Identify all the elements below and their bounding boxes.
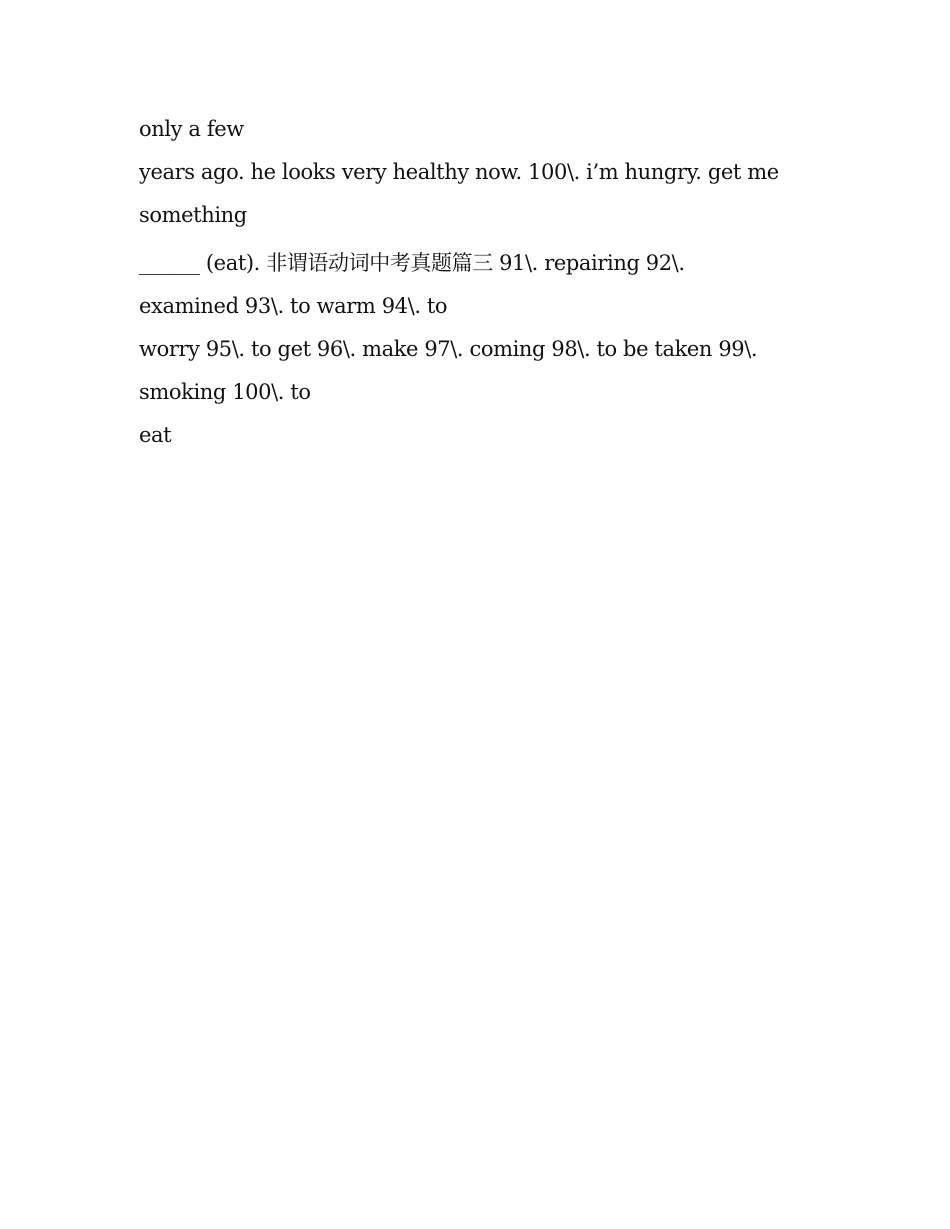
text-line-2: years ago. he looks very healthy now. 100\. i’m hungry. get me bbox=[139, 160, 779, 184]
text-line-4: ______ (eat). 非谓语动词中考真题篇三 91\. repairing 92\. bbox=[139, 251, 685, 275]
text-line-5: examined 93\. to warm 94\. to bbox=[139, 294, 448, 318]
text-line-6: worry 95\. to get 96\. make 97\. coming 98\. to be taken 99\. bbox=[139, 337, 758, 361]
text-line-1: only a few bbox=[139, 117, 244, 141]
text-line-8: eat bbox=[139, 423, 172, 447]
text-line-3: something bbox=[139, 203, 247, 227]
document-body bbox=[139, 108, 819, 457]
text-line-7: smoking 100\. to bbox=[139, 380, 311, 404]
